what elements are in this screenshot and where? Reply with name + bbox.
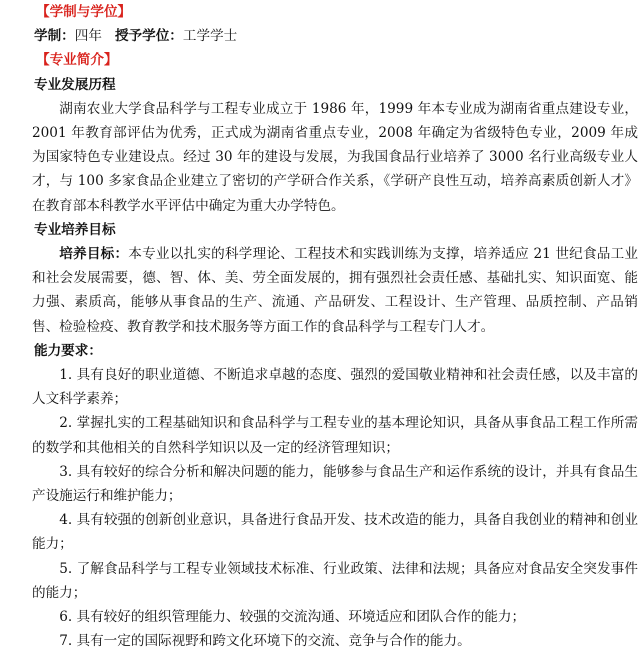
goals-title: 专业培养目标 (34, 221, 116, 238)
ability-label: 能力要求： (34, 342, 102, 359)
degree-label: 授予学位： (114, 28, 183, 45)
duration-value: 四年 (74, 28, 102, 45)
degree-value: 工学学士 (182, 28, 238, 45)
list-item: 3. 具有较好的综合分析和解决问题的能力，能够参与食品生产和运作系统的设计，并具有食品生产设施运行和维护能力； (32, 463, 638, 504)
list-item: 2. 掌握扎实的工程基础知识和食品科学与工程专业的基本理论知识，具备从事食品工程工作所需的数学和其他相关的自然科学知识以及一定的经济管理知识； (32, 415, 638, 456)
history-paragraph: 湖南农业大学食品科学与工程专业成立于 1986 年，1999 年本专业成为湖南省重点建设专业，2001 年教育部评估为优秀，正式成为湖南省重点专业，2008 年确定为省级特色专业，2009 年成为国家特色专业建设点。经过 30 年的建设与发展，为我国食品行业培养了 3000 名行业高级专业人才，与 100 多家食品企业建立了密切的产学研合作关系，《学研产良性互动，培养高素质创新人才》在教育部本科教学水平评估中确定为重大办学特色。 (32, 100, 638, 214)
goal-text: 本专业以扎实的科学理论、工程技术和实践训练为支撑，培养适应 21 世纪食品工业和社会发展需要，德、智、体、美、劳全面发展的，拥有强烈社会责任感、基础扎实、知识面宽、能力强、素质高，能够从事食品的生产、流通、产品研发、工程设计、生产管理、品质控制、产品销售、检验检疫、教育教学和技术服务等方面工作的食品科学与工程专门人才。 (32, 245, 639, 335)
list-item: 6. 具有较好的组织管理能力、较强的交流沟通、环境适应和团队合作的能力； (59, 608, 526, 625)
list-item: 4. 具有较强的创新创业意识，具备进行食品开发、技术改造的能力，具备自我创业的精神和创业能力； (32, 512, 638, 553)
duration-degree-line (34, 24, 638, 48)
list-item: 5. 了解食品科学与工程专业领域技术标准、行业政策、法律和法规；具备应对食品安全突发事件的能力； (32, 560, 638, 601)
list-item: 7. 具有一定的国际视野和跨文化环境下的交流、竞争与合作的能力。 (59, 633, 471, 650)
goal-paragraph (32, 242, 638, 339)
section-heading-intro: 【专业简介】 (36, 52, 118, 69)
list-item: 1. 具有良好的职业道德、不断追求卓越的态度、强烈的爱国敬业精神和社会责任感，以及丰富的人文科学素养； (32, 366, 638, 408)
goal-label: 培养目标： (59, 245, 129, 262)
history-title: 专业发展历程 (34, 76, 116, 93)
section-heading-system: 【学制与学位】 (36, 4, 132, 20)
duration-label: 学制： (34, 28, 75, 45)
ability-list (34, 363, 638, 653)
